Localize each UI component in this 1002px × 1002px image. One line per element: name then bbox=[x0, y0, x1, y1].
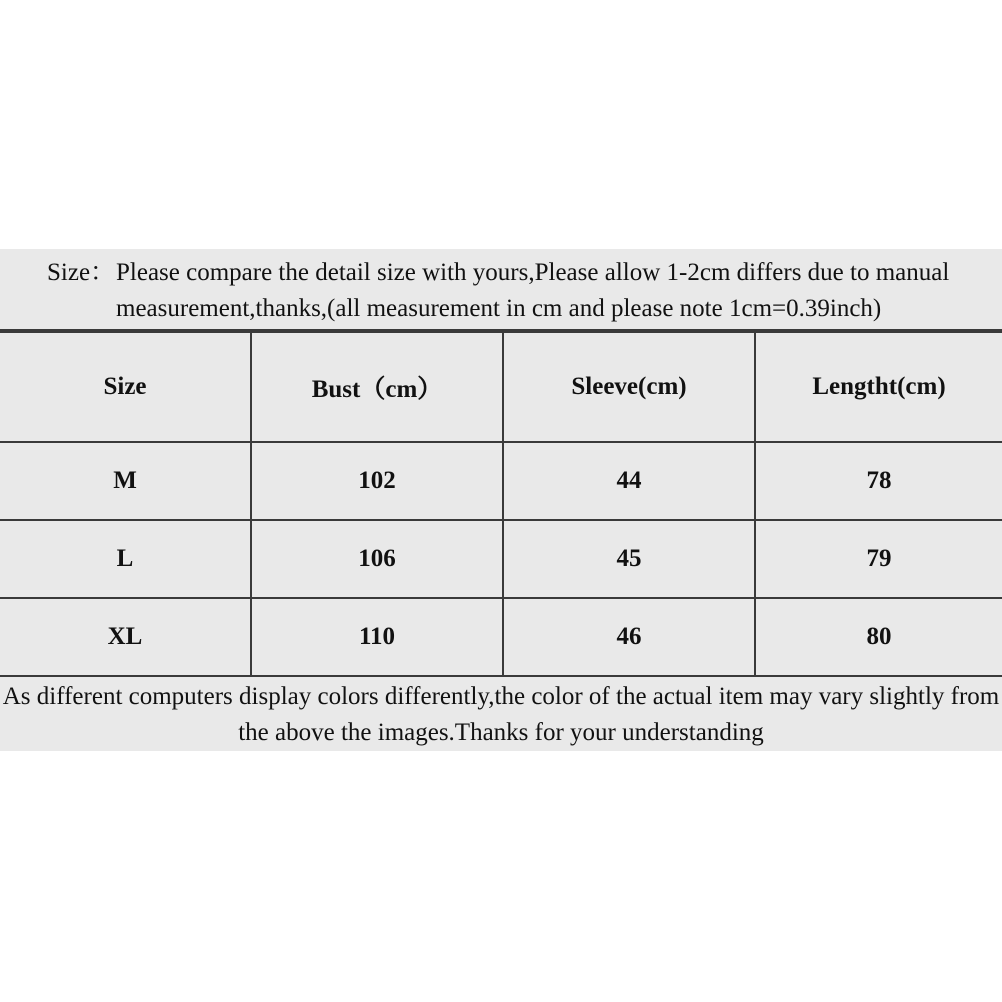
cell-length: 80 bbox=[755, 598, 1002, 676]
size-chart bbox=[0, 249, 1002, 751]
header-bust: Bust（cm） bbox=[251, 332, 503, 442]
cell-size: XL bbox=[0, 598, 251, 676]
header-sleeve: Sleeve(cm) bbox=[503, 332, 755, 442]
cell-sleeve: 46 bbox=[503, 598, 755, 676]
cell-bust: 102 bbox=[251, 442, 503, 520]
cell-sleeve: 44 bbox=[503, 442, 755, 520]
color-disclaimer bbox=[0, 679, 1002, 751]
table-row bbox=[0, 598, 1002, 676]
cell-bust: 110 bbox=[251, 598, 503, 676]
color-disclaimer-line-1: As different computers display colors differently,the color of the actual item may vary slightly from bbox=[2, 683, 1000, 710]
cell-size: M bbox=[0, 442, 251, 520]
header-length: Lengtht(cm) bbox=[755, 332, 1002, 442]
cell-length: 79 bbox=[755, 520, 1002, 598]
size-table bbox=[0, 331, 1002, 677]
cell-size: L bbox=[0, 520, 251, 598]
cell-length: 78 bbox=[755, 442, 1002, 520]
table-row bbox=[0, 442, 1002, 520]
table-row bbox=[0, 520, 1002, 598]
size-intro bbox=[0, 249, 1002, 331]
header-size: Size bbox=[0, 332, 251, 442]
cell-sleeve: 45 bbox=[503, 520, 755, 598]
size-intro-lead: Size： bbox=[47, 259, 116, 286]
size-intro-text: Please compare the detail size with yours,Please allow 1-2cm differs due to manual measurement,thanks,(all measurement in cm and please note 1cm=0.39inch) bbox=[116, 259, 950, 322]
cell-bust: 106 bbox=[251, 520, 503, 598]
color-disclaimer-line-2: the above the images.Thanks for your understanding bbox=[238, 719, 764, 746]
table-header-row bbox=[0, 332, 1002, 442]
